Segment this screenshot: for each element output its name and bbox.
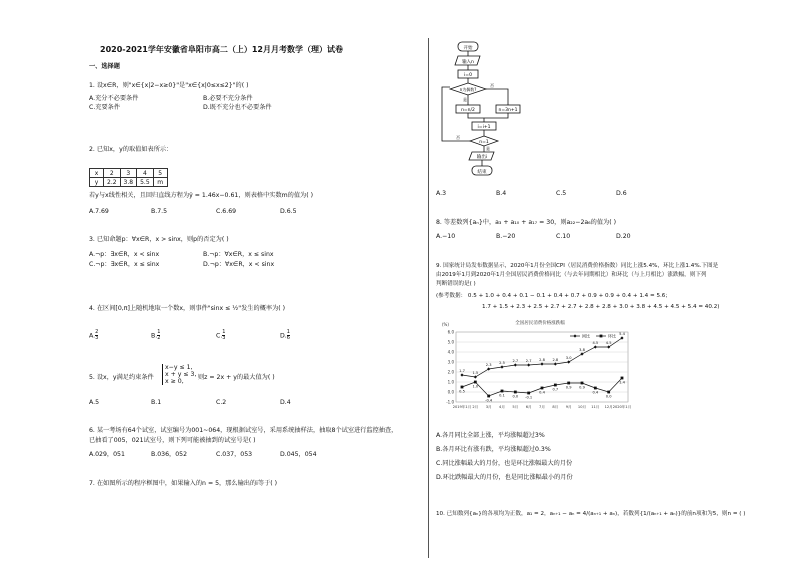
page-title: 2020-2021学年安徽省阜阳市高二（上）12月月考数学（理）试卷 [100, 45, 343, 54]
y-tick-label: -1.0 [446, 399, 454, 405]
x-tick-label: 2020年1月 [612, 405, 632, 409]
data-point [567, 360, 570, 363]
q8-stem: 8. 等差数列{aₙ}中，a₃ + a₁₀ + a₁₇ = 30，则a₂₂−2a₆的值为( ) [436, 219, 617, 226]
table-cell: 5.5 [137, 178, 154, 187]
x-tick-label: 10月 [577, 405, 587, 409]
data-point [541, 387, 544, 390]
data-label: 2.7 [512, 359, 519, 363]
data-label: 4.5 [592, 341, 599, 345]
legend-series-2: 环比 [608, 333, 616, 339]
column-divider [428, 38, 429, 558]
table-cell: 3.8 [120, 178, 137, 187]
data-point [540, 362, 543, 365]
data-label: 2.3 [485, 363, 492, 367]
data-label: 0.9 [579, 385, 585, 390]
q5-option-c: C.2 [216, 399, 227, 406]
q7-option-a: A.3 [436, 190, 447, 197]
data-point [474, 375, 477, 378]
q5-option-b: B.1 [151, 399, 162, 406]
q5-constraint-1: x−y ≤ 1, [165, 364, 193, 371]
q8-option-b: B.−20 [496, 233, 516, 240]
q3-stem: 3. 已知命题p：∀x∈R，x > sinx，则p的否定为( ) [89, 236, 229, 243]
flow-yes2-text: 是 [486, 146, 490, 151]
data-label: 2.8 [552, 358, 559, 362]
table-cell: m [153, 178, 167, 187]
q9-line2: 由2019年1月到2020年1月全国居民消费价格同比（与去年同期相比）和环比（与上月相比）涨跌幅，则下列 [436, 272, 707, 278]
data-label: 1.0 [472, 384, 479, 389]
data-point [554, 384, 557, 387]
data-point [554, 362, 557, 365]
data-label: 3.0 [565, 356, 572, 360]
x-tick-label: 7月 [539, 405, 545, 409]
left-column [86, 0, 416, 562]
q3-option-a: A.¬p：∃x∈R，x < sinx [89, 251, 160, 258]
q7-stem: 7. 在如图所示的程序框图中，如果输入的n = 5，那么输出的i等于( ) [89, 480, 278, 487]
flow-even-text: n=n/2 [461, 108, 475, 113]
q9-line1: 9. 国家统计局发布数据显示，2020年1月份全国CPI（居民消费价格指数）同比上涨5.4%，环比上涨1.4%.下图是 [436, 263, 719, 269]
data-point [594, 345, 597, 348]
data-label: 0.1 [499, 393, 505, 398]
q6-line1: 6. 某一考场有64个试室，试室编号为001~064，现根据试室号，采用系统抽样法，抽取8个试室进行监控抽查， [89, 427, 398, 434]
y-tick-label: 4.0 [447, 349, 454, 355]
q4-option-c: C. $\frac{1}{3}$ [216, 329, 226, 341]
q2-option-c: C.6.69 [216, 208, 237, 215]
data-point [594, 387, 597, 390]
q4-option-b: B. $\frac{1}{2}$ [151, 329, 161, 341]
q9-option-b: B.各月环比有涨有跌，平均涨幅超过0.3% [436, 446, 551, 453]
data-label: 4.5 [605, 341, 612, 345]
q6-option-a: A.029，051 [89, 451, 125, 458]
data-label: 2.5 [499, 361, 505, 365]
flow-init-text: i=0 [464, 73, 472, 78]
q9-option-d: D.环比跌幅最大的月份，也是同比涨幅最小的月份 [436, 474, 573, 481]
data-label: 0.5 [459, 389, 465, 394]
q2-option-b: B.7.5 [151, 208, 168, 215]
x-tick-label: 6月 [525, 405, 532, 409]
data-point [514, 391, 517, 394]
cpi-chart [436, 314, 636, 422]
q2-option-a: A.7.69 [89, 208, 109, 215]
data-label: 1.5 [472, 371, 479, 375]
data-point [460, 373, 463, 376]
x-tick-label: 5月 [512, 405, 519, 409]
data-label: 0.4 [539, 390, 545, 395]
q6-option-b: B.036，052 [151, 451, 188, 458]
table-cell: 3 [120, 169, 137, 178]
data-label: 2.8 [539, 358, 545, 362]
flow-no2-text: 否 [456, 135, 460, 140]
table-cell: y [90, 178, 104, 187]
q8-option-d: D.20 [616, 233, 631, 240]
q2-table [89, 168, 168, 187]
data-point [527, 363, 530, 366]
data-label: -0.4 [485, 398, 493, 403]
data-label: 1.7 [459, 369, 465, 373]
q8-option-a: A.−10 [436, 233, 456, 240]
q6-line2: 已抽看了005，021试室号，则下列可能被抽到的试室号是( ) [89, 437, 256, 444]
q5-option-d: D.4 [280, 399, 291, 406]
q5-constraint-3: x ≥ 0, [165, 378, 184, 385]
data-label: 0.9 [565, 385, 572, 390]
chart-title: 全国居民消费价格涨跌幅 [515, 321, 565, 326]
q4-option-a: A. $\frac{2}{3}$ [89, 329, 99, 341]
q2-text: 若y与x线性相关，且回归直线方程为ŷ = 1.46x−0.61，则表格中实数m的值为( ) [89, 192, 314, 199]
flowchart [436, 40, 556, 182]
flow-start-text: 开始 [463, 46, 473, 51]
y-tick-label: 5.0 [447, 339, 454, 345]
q1-option-d: D.既不充分也不必要条件 [203, 104, 272, 111]
data-point [514, 363, 517, 366]
section-heading: 一、选择题 [89, 63, 120, 70]
flow-odd-text: n=3n+1 [498, 108, 518, 113]
q7-option-b: B.4 [496, 190, 507, 197]
table-cell: 4 [137, 169, 154, 178]
data-point [607, 391, 610, 394]
data-label: 0.0 [512, 394, 519, 399]
q10-stem: 10. 已知数列{aₙ}的各项均为正数，a₁ = 2，aₙ₊₁ − aₙ = 4/(aₙ₊₁ + aₙ)，若数列{1/(aₙ₊₁ + aₙ)}的前n项和为5，则n = ( ) [436, 511, 746, 517]
data-point [487, 395, 490, 398]
data-label: 2.7 [525, 359, 532, 363]
q1-option-b: B.必要不充分条件 [203, 95, 253, 102]
table-cell: x [90, 169, 104, 178]
data-label: 0.0 [605, 394, 612, 399]
q9-ref2: 1.7 + 1.5 + 2.3 + 2.5 + 2.7 + 2.7 + 2.8 + 2.8 + 3.0 + 3.8 + 4.5 + 4.5 + 5.4 = 40.2) [482, 304, 720, 310]
q9-option-a: A.各月同比全部上涨，平均涨幅超过3% [436, 432, 545, 439]
y-tick-label: 1.0 [447, 379, 454, 385]
data-label: 0.4 [592, 390, 599, 395]
q3-option-c: C.¬p：∃x∈R，x ≤ sinx [89, 261, 160, 268]
table-cell: 5 [153, 169, 167, 178]
table-cell: 2 [104, 169, 121, 178]
x-tick-label: 11月 [591, 405, 600, 409]
data-label: 0.7 [552, 387, 559, 392]
y-tick-label: 3.0 [447, 359, 454, 365]
data-point [580, 352, 583, 355]
q1-option-c: C.充要条件 [89, 104, 121, 111]
x-tick-label: 9月 [565, 405, 572, 409]
q6-option-c: C.037，053 [216, 451, 253, 458]
x-tick-label: 12月 [604, 405, 613, 409]
flow-input-text: 输入n [462, 60, 474, 65]
data-point [500, 365, 503, 368]
flow-inc-text: i=i+1 [477, 125, 491, 130]
q2-stem: 2. 已知x，y的取值如表所示： [89, 146, 173, 153]
chart-ylabel: (%) [442, 322, 449, 327]
q4-stem: 4. 在区间[0,π]上随机地取一个数x，则事件"sinx ≤ ½"发生的概率为( ) [89, 305, 286, 312]
q7-option-d: D.6 [616, 190, 627, 197]
q9-option-c: C.同比涨幅最大的月份，也是环比涨幅最大的月份 [436, 460, 573, 467]
data-point [581, 382, 584, 385]
flow-cond2-text: n=1 [479, 140, 489, 145]
x-tick-label: 2月 [472, 405, 479, 409]
flow-cond1-text: n为偶数? [459, 87, 477, 92]
x-tick-label: 4月 [499, 405, 505, 409]
q5-constraint-2: x + y ≤ 3, [165, 371, 197, 378]
q6-option-d: D.045，054 [280, 451, 317, 458]
x-tick-label: 8月 [552, 405, 559, 409]
q1-option-a: A.充分不必要条件 [89, 95, 139, 102]
data-point [567, 382, 570, 385]
y-tick-label: 6.0 [447, 329, 454, 335]
data-label: 1.4 [619, 380, 625, 385]
data-point [461, 386, 464, 389]
x-tick-label: 3月 [485, 405, 492, 409]
data-point [527, 392, 530, 395]
y-tick-label: 0.0 [447, 389, 454, 395]
x-tick-label: 2019年1月 [452, 405, 472, 409]
data-point [474, 381, 477, 384]
data-point [501, 390, 504, 393]
y-tick-label: 2.0 [447, 369, 454, 375]
q9-ref1: (参考数据： 0.5 + 1.0 + 0.4 + 0.1 − 0.1 + 0.4 + 0.7 + 0.9 + 0.9 + 0.4 + 1.4 = 5.6； [436, 293, 671, 299]
q8-option-c: C.10 [556, 233, 571, 240]
data-label: 5.4 [619, 332, 625, 336]
q7-option-c: C.5 [556, 190, 567, 197]
data-label: 3.8 [579, 348, 585, 352]
q9-line3: 判断错误的是( ) [436, 281, 476, 287]
flow-no-text: 否 [490, 83, 494, 88]
flow-end-text: 结束 [477, 170, 487, 175]
q5-option-a: A.5 [89, 399, 100, 406]
data-point [487, 367, 490, 370]
q3-option-b: B.¬p：∀x∈R，x ≤ sinx [203, 251, 274, 258]
q2-option-d: D.6.5 [280, 208, 297, 215]
data-point [621, 377, 624, 380]
chart-legend [570, 333, 616, 339]
q5-constraints [162, 364, 196, 385]
q5-tail: 则z = 2x + y的最大值为( ) [198, 374, 275, 381]
right-column [436, 0, 756, 562]
q5-stem: 5. 设x，y满足约束条件 [89, 374, 154, 381]
q3-option-d: D.¬p：∀x∈R，x < sinx [203, 261, 275, 268]
q4-option-d: D. $\frac{1}{6}$ [280, 329, 290, 341]
flow-yes-text: 是 [463, 97, 467, 102]
table-cell: 2.2 [104, 178, 121, 187]
flow-out-text: 输出i [476, 155, 488, 160]
q1-stem: 1. 设x∈R，则"x∈{x|2−x≥0}"是"x∈{x|0≤x≤2}"的( ) [89, 82, 249, 89]
data-label: -0.1 [525, 395, 533, 400]
legend-series-1: 同比 [582, 333, 590, 339]
